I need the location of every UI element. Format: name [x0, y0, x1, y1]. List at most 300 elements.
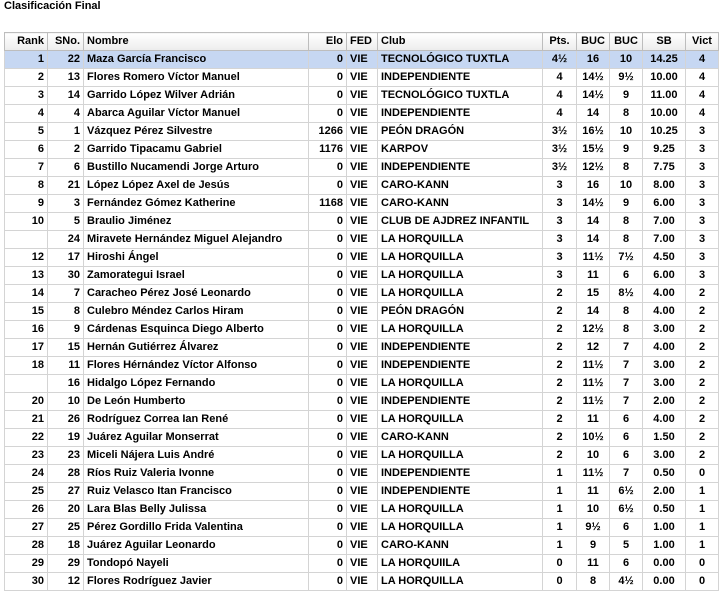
- cell-club: CARO-KANN: [378, 429, 543, 447]
- cell-name: Maza García Francisco: [84, 51, 309, 69]
- table-row[interactable]: [5, 357, 719, 375]
- table-row[interactable]: [5, 267, 719, 285]
- cell-elo: 0: [309, 105, 347, 123]
- cell-rank: 21: [5, 411, 48, 429]
- cell-name: Flores Hérnández Víctor Alfonso: [84, 357, 309, 375]
- cell-buc2: 6: [610, 429, 643, 447]
- cell-fed: VIE: [347, 465, 378, 483]
- table-row[interactable]: [5, 285, 719, 303]
- cell-pts: 2: [543, 357, 577, 375]
- cell-name: Culebro Méndez Carlos Hiram: [84, 303, 309, 321]
- cell-name: Flores Romero Víctor Manuel: [84, 69, 309, 87]
- cell-sb: 9.25: [643, 141, 686, 159]
- cell-sno: 19: [48, 429, 84, 447]
- cell-sb: 10.00: [643, 105, 686, 123]
- cell-vict: 4: [686, 87, 719, 105]
- cell-pts: 1: [543, 537, 577, 555]
- column-header-buc1[interactable]: BUC: [577, 33, 610, 51]
- cell-name: Zamorategui Israel: [84, 267, 309, 285]
- table-row[interactable]: [5, 231, 719, 249]
- cell-club: CARO-KANN: [378, 195, 543, 213]
- cell-sb: 3.00: [643, 321, 686, 339]
- column-header-sb[interactable]: SB: [643, 33, 686, 51]
- cell-buc1: 9: [577, 537, 610, 555]
- cell-vict: 2: [686, 303, 719, 321]
- cell-buc2: 6: [610, 555, 643, 573]
- cell-club: PEÓN DRAGÓN: [378, 303, 543, 321]
- cell-name: López López Axel de Jesús: [84, 177, 309, 195]
- cell-rank: 7: [5, 159, 48, 177]
- cell-sno: 22: [48, 51, 84, 69]
- cell-sb: 1.00: [643, 519, 686, 537]
- cell-fed: VIE: [347, 231, 378, 249]
- cell-sb: 7.00: [643, 231, 686, 249]
- cell-sb: 1.50: [643, 429, 686, 447]
- cell-buc2: 6: [610, 267, 643, 285]
- cell-pts: 2: [543, 447, 577, 465]
- cell-sb: 14.25: [643, 51, 686, 69]
- cell-sno: 12: [48, 573, 84, 591]
- cell-rank: 10: [5, 213, 48, 231]
- table-row[interactable]: [5, 303, 719, 321]
- cell-sb: 7.00: [643, 213, 686, 231]
- cell-pts: 4: [543, 87, 577, 105]
- cell-fed: VIE: [347, 537, 378, 555]
- cell-rank: 24: [5, 465, 48, 483]
- cell-pts: 2: [543, 321, 577, 339]
- cell-buc1: 14: [577, 303, 610, 321]
- cell-elo: 0: [309, 519, 347, 537]
- cell-sno: 3: [48, 195, 84, 213]
- cell-rank: 28: [5, 537, 48, 555]
- cell-fed: VIE: [347, 519, 378, 537]
- cell-buc1: 11½: [577, 465, 610, 483]
- cell-buc1: 16: [577, 51, 610, 69]
- cell-elo: 0: [309, 267, 347, 285]
- cell-vict: 1: [686, 537, 719, 555]
- cell-fed: VIE: [347, 303, 378, 321]
- cell-buc1: 10½: [577, 429, 610, 447]
- cell-fed: VIE: [347, 249, 378, 267]
- cell-buc1: 11: [577, 555, 610, 573]
- cell-buc1: 9½: [577, 519, 610, 537]
- table-header-row: [5, 33, 719, 51]
- table-row[interactable]: [5, 159, 719, 177]
- table-row[interactable]: [5, 105, 719, 123]
- cell-sno: 30: [48, 267, 84, 285]
- cell-name: De León Humberto: [84, 393, 309, 411]
- table-row[interactable]: [5, 501, 719, 519]
- cell-buc2: 7½: [610, 249, 643, 267]
- column-header-buc2[interactable]: BUC: [610, 33, 643, 51]
- cell-club: CARO-KANN: [378, 537, 543, 555]
- cell-vict: 1: [686, 501, 719, 519]
- table-row[interactable]: [5, 573, 719, 591]
- cell-club: LA HORQUILLA: [378, 501, 543, 519]
- cell-pts: 2: [543, 285, 577, 303]
- table-row[interactable]: [5, 375, 719, 393]
- cell-vict: 4: [686, 105, 719, 123]
- cell-buc2: 8: [610, 231, 643, 249]
- cell-pts: 2: [543, 429, 577, 447]
- cell-club: LA HORQUILLA: [378, 375, 543, 393]
- cell-club: LA HORQUILLA: [378, 285, 543, 303]
- table-row[interactable]: [5, 213, 719, 231]
- cell-name: Tondopó Nayeli: [84, 555, 309, 573]
- table-row[interactable]: [5, 519, 719, 537]
- cell-fed: VIE: [347, 195, 378, 213]
- cell-elo: 0: [309, 339, 347, 357]
- cell-fed: VIE: [347, 141, 378, 159]
- table-row[interactable]: [5, 447, 719, 465]
- cell-pts: 3: [543, 249, 577, 267]
- cell-rank: 3: [5, 87, 48, 105]
- cell-elo: 0: [309, 177, 347, 195]
- cell-name: Braulio Jiménez: [84, 213, 309, 231]
- cell-sb: 3.00: [643, 447, 686, 465]
- cell-club: INDEPENDIENTE: [378, 357, 543, 375]
- cell-pts: 1: [543, 465, 577, 483]
- cell-pts: 2: [543, 375, 577, 393]
- cell-elo: 0: [309, 429, 347, 447]
- cell-rank: 8: [5, 177, 48, 195]
- table-row[interactable]: [5, 339, 719, 357]
- cell-buc2: 9: [610, 87, 643, 105]
- cell-rank: 16: [5, 321, 48, 339]
- cell-vict: 2: [686, 339, 719, 357]
- cell-rank: 23: [5, 447, 48, 465]
- cell-vict: 1: [686, 483, 719, 501]
- cell-elo: 0: [309, 537, 347, 555]
- column-header-fed[interactable]: FED: [347, 33, 378, 51]
- cell-club: TECNOLÓGICO TUXTLA: [378, 51, 543, 69]
- cell-rank: 13: [5, 267, 48, 285]
- table-row[interactable]: [5, 249, 719, 267]
- cell-sno: 6: [48, 159, 84, 177]
- cell-elo: 0: [309, 357, 347, 375]
- cell-vict: 2: [686, 411, 719, 429]
- cell-buc2: 8: [610, 213, 643, 231]
- table-row[interactable]: [5, 141, 719, 159]
- cell-club: LA HORQUILLA: [378, 447, 543, 465]
- cell-elo: 0: [309, 573, 347, 591]
- cell-buc2: 9: [610, 195, 643, 213]
- cell-buc2: 7: [610, 393, 643, 411]
- cell-sno: 24: [48, 231, 84, 249]
- cell-buc1: 14: [577, 105, 610, 123]
- cell-fed: VIE: [347, 339, 378, 357]
- cell-sb: 6.00: [643, 195, 686, 213]
- cell-buc2: 8: [610, 159, 643, 177]
- cell-buc2: 5: [610, 537, 643, 555]
- cell-pts: 1: [543, 483, 577, 501]
- cell-sno: 13: [48, 69, 84, 87]
- cell-sno: 11: [48, 357, 84, 375]
- cell-sb: 1.00: [643, 537, 686, 555]
- cell-buc1: 14: [577, 231, 610, 249]
- cell-pts: 4½: [543, 51, 577, 69]
- cell-buc2: 8: [610, 105, 643, 123]
- cell-pts: 1: [543, 519, 577, 537]
- table-row[interactable]: [5, 465, 719, 483]
- cell-elo: 0: [309, 213, 347, 231]
- cell-name: Flores Rodríguez Javier: [84, 573, 309, 591]
- cell-sno: 10: [48, 393, 84, 411]
- cell-sb: 3.00: [643, 357, 686, 375]
- cell-buc1: 10: [577, 501, 610, 519]
- table-row[interactable]: [5, 483, 719, 501]
- cell-club: LA HORQUILLA: [378, 267, 543, 285]
- cell-fed: VIE: [347, 555, 378, 573]
- cell-buc2: 8½: [610, 285, 643, 303]
- cell-fed: VIE: [347, 321, 378, 339]
- cell-buc1: 14½: [577, 87, 610, 105]
- cell-fed: VIE: [347, 483, 378, 501]
- cell-vict: 2: [686, 285, 719, 303]
- cell-rank: 30: [5, 573, 48, 591]
- cell-sno: 1: [48, 123, 84, 141]
- cell-fed: VIE: [347, 51, 378, 69]
- cell-rank: 2: [5, 69, 48, 87]
- cell-buc2: 10: [610, 123, 643, 141]
- cell-club: LA HORQUILLA: [378, 231, 543, 249]
- cell-sb: 4.50: [643, 249, 686, 267]
- cell-sb: 10.25: [643, 123, 686, 141]
- cell-vict: 1: [686, 519, 719, 537]
- cell-rank: 12: [5, 249, 48, 267]
- column-header-club[interactable]: Club: [378, 33, 543, 51]
- cell-fed: VIE: [347, 393, 378, 411]
- cell-club: INDEPENDIENTE: [378, 393, 543, 411]
- table-row[interactable]: [5, 123, 719, 141]
- cell-fed: VIE: [347, 285, 378, 303]
- cell-elo: 0: [309, 555, 347, 573]
- cell-club: INDEPENDIENTE: [378, 69, 543, 87]
- cell-club: INDEPENDIENTE: [378, 465, 543, 483]
- cell-buc2: 8: [610, 303, 643, 321]
- cell-buc2: 10: [610, 51, 643, 69]
- cell-pts: 3½: [543, 141, 577, 159]
- column-header-sno[interactable]: SNo.: [48, 33, 84, 51]
- cell-club: INDEPENDIENTE: [378, 339, 543, 357]
- cell-vict: 0: [686, 465, 719, 483]
- cell-buc1: 11½: [577, 249, 610, 267]
- cell-buc2: 9: [610, 141, 643, 159]
- cell-vict: 3: [686, 231, 719, 249]
- table-row[interactable]: [5, 87, 719, 105]
- cell-vict: 3: [686, 141, 719, 159]
- cell-sb: 6.00: [643, 267, 686, 285]
- cell-pts: 4: [543, 105, 577, 123]
- table-row[interactable]: [5, 321, 719, 339]
- cell-buc2: 7: [610, 465, 643, 483]
- cell-club: INDEPENDIENTE: [378, 105, 543, 123]
- table-row[interactable]: [5, 69, 719, 87]
- cell-rank: 20: [5, 393, 48, 411]
- cell-sb: 4.00: [643, 303, 686, 321]
- cell-buc2: 6½: [610, 483, 643, 501]
- table-row[interactable]: [5, 393, 719, 411]
- column-header-elo[interactable]: Elo: [309, 33, 347, 51]
- cell-fed: VIE: [347, 357, 378, 375]
- cell-sno: 15: [48, 339, 84, 357]
- table-row[interactable]: [5, 429, 719, 447]
- cell-sno: 23: [48, 447, 84, 465]
- cell-sno: 17: [48, 249, 84, 267]
- cell-name: Garrido Tipacamu Gabriel: [84, 141, 309, 159]
- cell-name: Cárdenas Esquinca Diego Alberto: [84, 321, 309, 339]
- cell-elo: 0: [309, 303, 347, 321]
- cell-pts: 3: [543, 177, 577, 195]
- cell-fed: VIE: [347, 177, 378, 195]
- cell-sb: 0.50: [643, 501, 686, 519]
- cell-sno: 2: [48, 141, 84, 159]
- cell-vict: 2: [686, 375, 719, 393]
- page-title: Clasificación Final: [4, 0, 101, 12]
- cell-sno: 27: [48, 483, 84, 501]
- cell-name: Pérez Gordillo Frida Valentina: [84, 519, 309, 537]
- cell-fed: VIE: [347, 69, 378, 87]
- cell-pts: 2: [543, 303, 577, 321]
- cell-elo: 0: [309, 501, 347, 519]
- column-header-vict[interactable]: Vict: [686, 33, 719, 51]
- cell-fed: VIE: [347, 411, 378, 429]
- cell-name: Abarca Aguilar Víctor Manuel: [84, 105, 309, 123]
- column-header-name[interactable]: Nombre: [84, 33, 309, 51]
- cell-elo: 0: [309, 159, 347, 177]
- cell-name: Hernán Gutiérrez Álvarez: [84, 339, 309, 357]
- cell-rank: 6: [5, 141, 48, 159]
- cell-buc1: 14: [577, 213, 610, 231]
- cell-vict: 2: [686, 393, 719, 411]
- cell-club: LA HORQUILLA: [378, 411, 543, 429]
- cell-rank: 26: [5, 501, 48, 519]
- cell-elo: 0: [309, 393, 347, 411]
- cell-vict: 4: [686, 51, 719, 69]
- cell-sb: 0.00: [643, 573, 686, 591]
- cell-name: Hidalgo López Fernando: [84, 375, 309, 393]
- cell-club: LA HORQUILLA: [378, 321, 543, 339]
- cell-fed: VIE: [347, 501, 378, 519]
- cell-pts: 3½: [543, 123, 577, 141]
- column-header-pts[interactable]: Pts.: [543, 33, 577, 51]
- cell-club: LA HORQUIILA: [378, 555, 543, 573]
- cell-elo: 0: [309, 483, 347, 501]
- cell-pts: 1: [543, 501, 577, 519]
- cell-club: KARPOV: [378, 141, 543, 159]
- table-row[interactable]: [5, 537, 719, 555]
- cell-rank: 27: [5, 519, 48, 537]
- cell-vict: 4: [686, 69, 719, 87]
- cell-elo: 0: [309, 51, 347, 69]
- cell-buc2: 6: [610, 411, 643, 429]
- cell-elo: 1168: [309, 195, 347, 213]
- cell-vict: 3: [686, 123, 719, 141]
- cell-rank: 1: [5, 51, 48, 69]
- cell-fed: VIE: [347, 105, 378, 123]
- cell-fed: VIE: [347, 123, 378, 141]
- cell-rank: [5, 375, 48, 393]
- cell-fed: VIE: [347, 447, 378, 465]
- cell-name: Rodríguez Correa Ian René: [84, 411, 309, 429]
- cell-sno: 4: [48, 105, 84, 123]
- cell-fed: VIE: [347, 267, 378, 285]
- cell-name: Fernández Gómez Katherine: [84, 195, 309, 213]
- cell-sno: 7: [48, 285, 84, 303]
- cell-name: Lara Blas Belly Julissa: [84, 501, 309, 519]
- table-body: [5, 51, 719, 591]
- cell-rank: 5: [5, 123, 48, 141]
- cell-pts: 3: [543, 213, 577, 231]
- cell-pts: 3: [543, 267, 577, 285]
- cell-pts: 0: [543, 555, 577, 573]
- cell-pts: 3: [543, 195, 577, 213]
- cell-vict: 2: [686, 357, 719, 375]
- cell-name: Garrido López Wilver Adrián: [84, 87, 309, 105]
- cell-club: CLUB DE AJDREZ INFANTIL: [378, 213, 543, 231]
- cell-vict: 3: [686, 177, 719, 195]
- table-row[interactable]: [5, 51, 719, 69]
- cell-vict: 2: [686, 429, 719, 447]
- cell-rank: 14: [5, 285, 48, 303]
- cell-buc1: 8: [577, 573, 610, 591]
- cell-buc2: 6½: [610, 501, 643, 519]
- cell-club: TECNOLÓGICO TUXTLA: [378, 87, 543, 105]
- cell-elo: 1266: [309, 123, 347, 141]
- cell-buc1: 11½: [577, 357, 610, 375]
- cell-pts: 4: [543, 69, 577, 87]
- cell-vict: 0: [686, 573, 719, 591]
- table-row[interactable]: [5, 195, 719, 213]
- cell-club: CARO-KANN: [378, 177, 543, 195]
- cell-fed: VIE: [347, 87, 378, 105]
- cell-fed: VIE: [347, 213, 378, 231]
- cell-sb: 11.00: [643, 87, 686, 105]
- cell-elo: 0: [309, 87, 347, 105]
- cell-sno: 8: [48, 303, 84, 321]
- cell-buc2: 7: [610, 375, 643, 393]
- cell-name: Miravete Hernández Miguel Alejandro: [84, 231, 309, 249]
- cell-fed: VIE: [347, 573, 378, 591]
- cell-vict: 3: [686, 213, 719, 231]
- cell-sb: 4.00: [643, 339, 686, 357]
- cell-buc2: 9½: [610, 69, 643, 87]
- cell-buc1: 16½: [577, 123, 610, 141]
- cell-buc1: 11: [577, 411, 610, 429]
- column-header-rank[interactable]: Rank: [5, 33, 48, 51]
- cell-buc1: 12½: [577, 321, 610, 339]
- cell-pts: 0: [543, 573, 577, 591]
- table-row[interactable]: [5, 177, 719, 195]
- cell-sb: 10.00: [643, 69, 686, 87]
- cell-buc1: 12½: [577, 159, 610, 177]
- cell-buc1: 11½: [577, 375, 610, 393]
- table-row[interactable]: [5, 411, 719, 429]
- cell-name: Vázquez Pérez Silvestre: [84, 123, 309, 141]
- cell-sno: 21: [48, 177, 84, 195]
- cell-fed: VIE: [347, 429, 378, 447]
- cell-club: PEÓN DRAGÓN: [378, 123, 543, 141]
- table-row[interactable]: [5, 555, 719, 573]
- cell-pts: 3½: [543, 159, 577, 177]
- cell-rank: 18: [5, 357, 48, 375]
- table-header: [5, 33, 719, 51]
- cell-name: Ruiz Velasco Itan Francisco: [84, 483, 309, 501]
- cell-sb: 0.00: [643, 555, 686, 573]
- cell-sno: 29: [48, 555, 84, 573]
- cell-buc2: 6: [610, 447, 643, 465]
- cell-vict: 0: [686, 555, 719, 573]
